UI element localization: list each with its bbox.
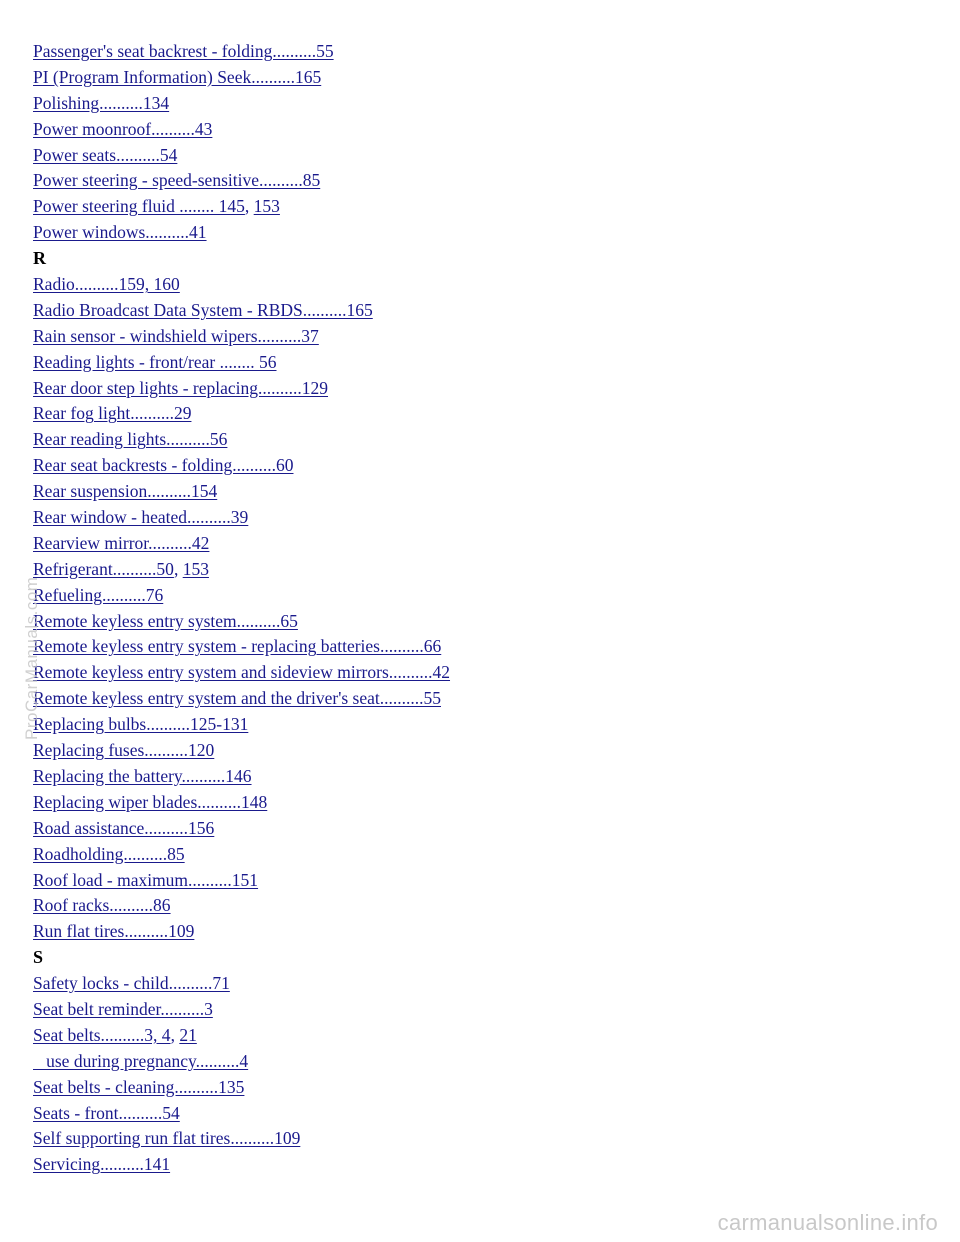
index-entry (33, 168, 450, 194)
index-entry (33, 91, 450, 117)
index-entry-link[interactable]: Seats - front..........54 (33, 1102, 180, 1123)
page-separator: , (170, 1024, 180, 1045)
index-entry-link[interactable]: use during pregnancy..........4 (33, 1050, 249, 1071)
index-entry (33, 531, 450, 557)
index-entry (33, 609, 450, 635)
index-entry (33, 764, 450, 790)
index-entry (33, 39, 450, 65)
index-entry-link[interactable]: Remote keyless entry system and sideview mirrors..........42 (33, 662, 451, 683)
index-entry (33, 816, 450, 842)
index-entry (33, 298, 450, 324)
index-entry (33, 117, 450, 143)
index-entry (33, 479, 450, 505)
index-entry-link[interactable]: Reading lights - front/rear ........ 56 (33, 351, 277, 372)
index-entry (33, 790, 450, 816)
page-separator: , (244, 196, 254, 217)
index-entry-link[interactable]: Rearview mirror..........42 (33, 532, 210, 553)
bottom-watermark: carmanualsonline.info (717, 1210, 938, 1235)
index-entry (33, 427, 450, 453)
index-entry-link[interactable]: Replacing fuses..........120 (33, 740, 215, 761)
index-entry-link[interactable]: Rear fog light..........29 (33, 403, 192, 424)
index-entry-link[interactable]: Run flat tires..........109 (33, 921, 195, 942)
index-entry-link[interactable]: Radio..........159, 160 (33, 274, 180, 295)
index-entry (33, 324, 450, 350)
index-entry (33, 583, 450, 609)
index-page-link[interactable]: 153 (253, 196, 280, 217)
index-letter-heading: S (33, 947, 44, 968)
index-entry (33, 868, 450, 894)
index-entry (33, 1023, 450, 1049)
index-entry-link[interactable]: Rear reading lights..........56 (33, 429, 228, 450)
index-entry-link[interactable]: Replacing the battery..........146 (33, 765, 252, 786)
index-entry (33, 453, 450, 479)
index-sub-entry (33, 1049, 450, 1075)
index-entry-link[interactable]: Refrigerant..........50 (33, 558, 174, 579)
index-entry (33, 272, 450, 298)
index-entry (33, 712, 450, 738)
index-entry-link[interactable]: Rear window - heated..........39 (33, 507, 249, 528)
index-entry (33, 686, 450, 712)
index-entry-link[interactable]: Servicing..........141 (33, 1154, 171, 1175)
index-page-link[interactable]: 153 (182, 558, 209, 579)
index-entry (33, 376, 450, 402)
index-entry-link[interactable]: Power windows..........41 (33, 222, 207, 243)
index-entry-link[interactable]: Roadholding..........85 (33, 843, 185, 864)
index-entry (33, 1075, 450, 1101)
index-entry-link[interactable]: PI (Program Information) Seek..........165 (33, 66, 322, 87)
index-entry-link[interactable]: Replacing bulbs..........125-131 (33, 714, 249, 735)
index-entry (33, 971, 450, 997)
side-watermark: ProCarManuals.com (22, 576, 41, 740)
index-entry-link[interactable]: Road assistance..........156 (33, 817, 215, 838)
index-entry-link[interactable]: Remote keyless entry system and the driver's seat..........55 (33, 688, 441, 709)
index-entry-link[interactable]: Seat belts - cleaning..........135 (33, 1076, 245, 1097)
index-entry-link[interactable]: Passenger's seat backrest - folding..........55 (33, 41, 334, 61)
index-entry (33, 634, 450, 660)
index-entry (33, 557, 450, 583)
index-entry (33, 65, 450, 91)
index-entry (33, 842, 450, 868)
index-entry-link[interactable]: Remote keyless entry system..........65 (33, 610, 298, 631)
index-entry-link[interactable]: Rear door step lights - replacing..........129 (33, 377, 329, 398)
index-entry-link[interactable]: Refueling..........76 (33, 584, 164, 605)
index-entry (33, 143, 450, 169)
index-entry (33, 997, 450, 1023)
index-entry-link[interactable]: Power seats..........54 (33, 144, 178, 165)
index-entry-link[interactable]: Rain sensor - windshield wipers..........37 (33, 325, 319, 346)
index-list (33, 39, 450, 1178)
index-entry (33, 1101, 450, 1127)
index-entry (33, 194, 450, 220)
index-entry-link[interactable]: Power moonroof..........43 (33, 118, 213, 139)
index-entry (33, 350, 450, 376)
index-entry (33, 220, 450, 246)
index-entry (33, 660, 450, 686)
index-entry (33, 1152, 450, 1178)
index-entry (33, 738, 450, 764)
index-entry-link[interactable]: Replacing wiper blades..........148 (33, 791, 268, 812)
index-entry-link[interactable]: Power steering fluid ........ 145 (33, 196, 245, 217)
index-entry-link[interactable]: Remote keyless entry system - replacing batteries..........66 (33, 636, 442, 657)
index-entry-link[interactable]: Seat belts..........3, 4 (33, 1024, 171, 1045)
index-entry-link[interactable]: Polishing..........134 (33, 92, 170, 113)
index-entry-link[interactable]: Rear suspension..........154 (33, 481, 218, 502)
index-letter-heading: R (33, 248, 46, 269)
index-entry (33, 919, 450, 945)
index-entry (33, 505, 450, 531)
index-entry-link[interactable]: Roof load - maximum..........151 (33, 869, 259, 890)
index-entry-link[interactable]: Rear seat backrests - folding..........60 (33, 455, 294, 476)
index-entry-link[interactable]: Self supporting run flat tires..........109 (33, 1128, 301, 1149)
index-entry-link[interactable]: Seat belt reminder..........3 (33, 998, 213, 1019)
index-entry (33, 1126, 450, 1152)
index-entry (33, 893, 450, 919)
index-page-link[interactable]: 21 (179, 1024, 197, 1045)
index-entry-link[interactable]: Power steering - speed-sensitive..........85 (33, 170, 321, 191)
index-entry (33, 401, 450, 427)
index-entry-link[interactable]: Safety locks - child..........71 (33, 973, 230, 994)
page-separator: , (173, 558, 183, 579)
index-entry-link[interactable]: Roof racks..........86 (33, 895, 171, 916)
index-entry-link[interactable]: Radio Broadcast Data System - RBDS..........165 (33, 299, 373, 320)
